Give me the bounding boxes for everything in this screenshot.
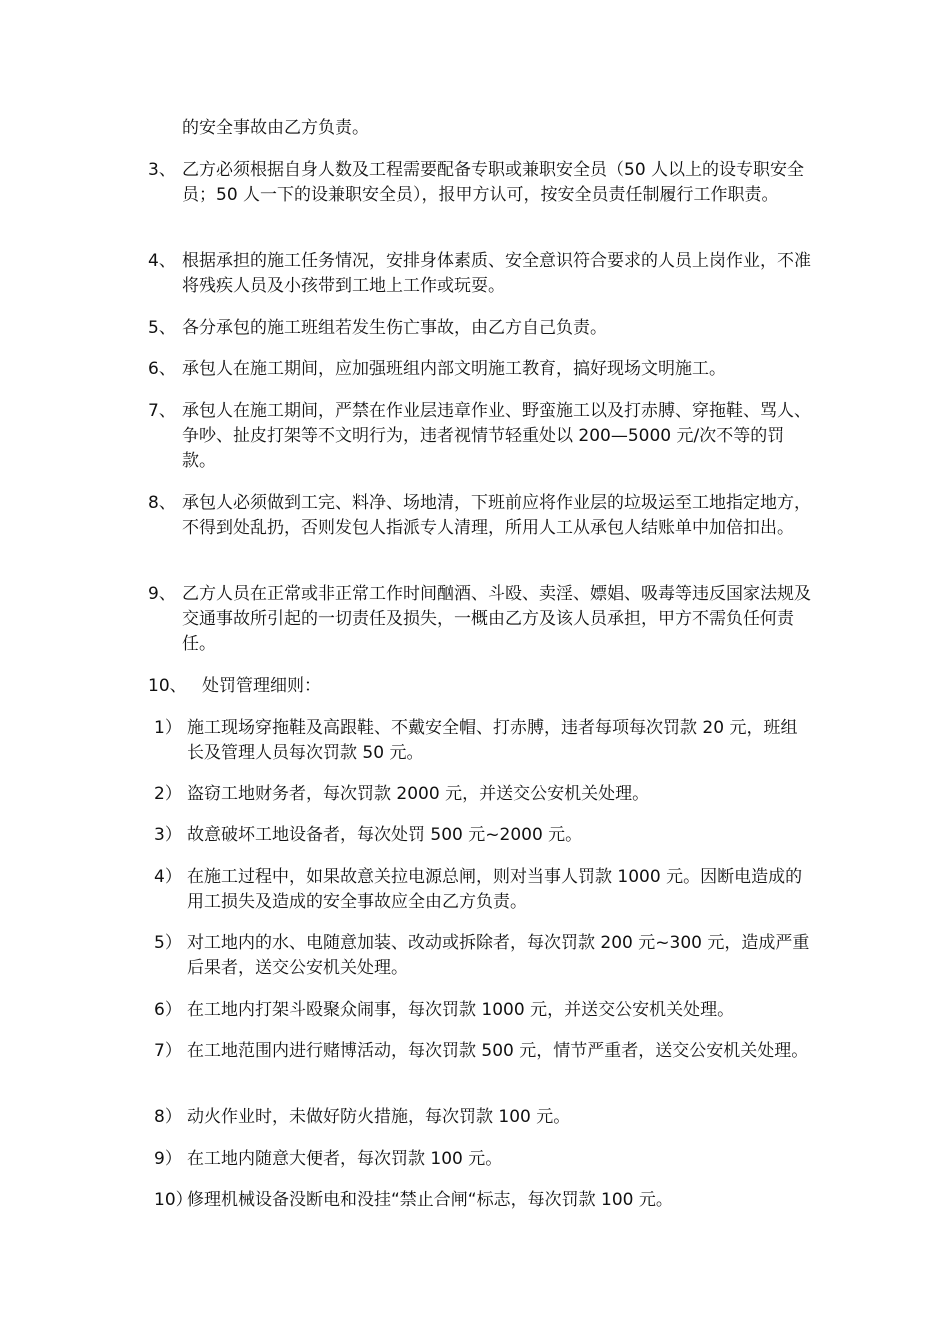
sub-item-text: 动火作业时，未做好防火措施，每次罚款 100 元。 [187, 1107, 571, 1127]
sub-item-number: 8） [154, 1107, 182, 1127]
sub-item-text: 施工现场穿拖鞋及高跟鞋、不戴安全帽、打赤膊，违者每项每次罚款 20 元，班组长及管理人员每次罚款 50 元。 [187, 718, 798, 763]
sub-item-number: 2） [154, 784, 182, 804]
item-number: 9、 [148, 584, 176, 604]
item-text: 乙方必须根据自身人数及工程需要配备专职或兼职安全员（50 人以上的设专职安全员；50 人一下的设兼职安全员），报甲方认可，按安全员责任制履行工作职责。 [182, 160, 805, 205]
sub-item-number: 7） [154, 1041, 182, 1061]
paragraph-text: 的安全事故由乙方负责。 [182, 118, 369, 138]
item-text: 处罚管理细则： [202, 676, 321, 696]
item-text: 承包人必须做到工完、料净、场地清，下班前应将作业层的垃圾运至工地指定地方，不得到处乱扔，否则发包人指派专人清理，所用人工从承包人结账单中加倍扣出。 [182, 493, 811, 538]
list-item [148, 491, 813, 541]
item-number: 8、 [148, 493, 176, 513]
list-item [148, 582, 813, 657]
sub-item-text: 盗窃工地财务者，每次罚款 2000 元，并送交公安机关处理。 [187, 784, 650, 804]
sub-list-item [148, 1188, 813, 1213]
item-number: 3、 [148, 160, 176, 180]
sub-item-number: 1） [154, 718, 182, 738]
list-item [148, 399, 813, 474]
item-text: 根据承担的施工任务情况，安排身体素质、安全意识符合要求的人员上岗作业，不准将残疾人员及小孩带到工地上工作或玩耍。 [182, 251, 811, 296]
sub-list-item [148, 865, 813, 915]
item-number: 6、 [148, 359, 176, 379]
list-item [148, 674, 813, 699]
item-number: 10、 [148, 676, 187, 696]
sub-item-number: 4） [154, 867, 182, 887]
list-item [148, 249, 813, 299]
sub-list-item [148, 823, 813, 848]
item-text: 承包人在施工期间，应加强班组内部文明施工教育，搞好现场文明施工。 [182, 359, 726, 379]
sub-item-text: 在工地内打架斗殴聚众闹事，每次罚款 1000 元，并送交公安机关处理。 [187, 1000, 735, 1020]
sub-item-number: 10） [154, 1190, 193, 1210]
item-number: 7、 [148, 401, 176, 421]
sub-item-number: 6） [154, 1000, 182, 1020]
item-number: 4、 [148, 251, 176, 271]
list-item [148, 158, 813, 208]
sub-list-item [148, 782, 813, 807]
sub-item-text: 对工地内的水、电随意加装、改动或拆除者，每次罚款 200 元~300 元，造成严重后果者，送交公安机关处理。 [187, 933, 810, 978]
item-number: 5、 [148, 318, 176, 338]
sub-item-number: 5） [154, 933, 182, 953]
sub-list-item [148, 1147, 813, 1172]
sub-list-item [148, 1039, 813, 1064]
list-item [148, 357, 813, 382]
sub-item-text: 在工地内随意大便者，每次罚款 100 元。 [187, 1149, 503, 1169]
sub-list-item [148, 998, 813, 1023]
sub-item-text: 故意破坏工地设备者，每次处罚 500 元~2000 元。 [187, 825, 583, 845]
sub-list-item [148, 1105, 813, 1130]
item-text: 各分承包的施工班组若发生伤亡事故，由乙方自己负责。 [182, 318, 607, 338]
sub-item-number: 3） [154, 825, 182, 845]
sub-item-number: 9） [154, 1149, 182, 1169]
sub-item-text: 在施工过程中，如果故意关拉电源总闸，则对当事人罚款 1000 元。因断电造成的用工损失及造成的安全事故应全由乙方负责。 [187, 867, 803, 912]
sub-item-text: 修理机械设备没断电和没挂“禁止合闸“标志，每次罚款 100 元。 [187, 1190, 673, 1210]
continuation-paragraph [148, 116, 813, 141]
list-item [148, 316, 813, 341]
item-text: 承包人在施工期间，严禁在作业层违章作业、野蛮施工以及打赤膊、穿拖鞋、骂人、争吵、扯皮打架等不文明行为，违者视情节轻重处以 200—5000 元/次不等的罚款。 [182, 401, 811, 471]
sub-list-item [148, 716, 813, 766]
sub-list-item [148, 931, 813, 981]
sub-item-text: 在工地范围内进行赌博活动，每次罚款 500 元，情节严重者，送交公安机关处理。 [187, 1041, 809, 1061]
item-text: 乙方人员在正常或非正常工作时间酗酒、斗殴、卖淫、嫖娼、吸毒等违反国家法规及交通事故所引起的一切责任及损失，一概由乙方及该人员承担，甲方不需负任何责任。 [182, 584, 811, 654]
